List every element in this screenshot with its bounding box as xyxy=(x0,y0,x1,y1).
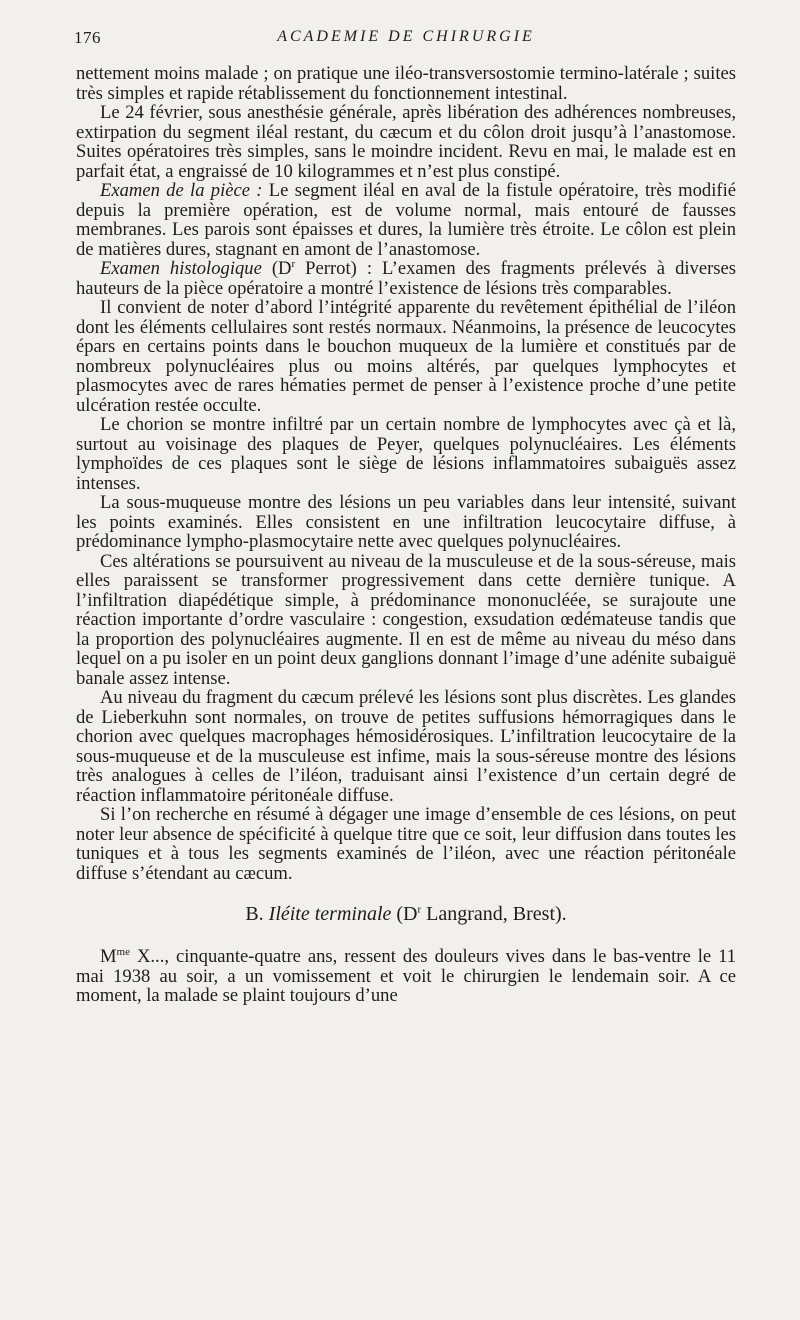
page-header xyxy=(76,28,736,50)
paragraph-text: Le chorion se montre infiltré par un certain nombre de lymphocytes avec çà et là, surtout au voisinage des plaques de Peyer, quelques polynucléaires. Les éléments lymphoïdes de ces plaques sont le siège de lésions inflammatoires subaiguës assez intenses. xyxy=(76,414,736,494)
superscript: me xyxy=(116,945,130,958)
paragraph-text: Au niveau du fragment du cæcum prélevé les lésions sont plus discrètes. Les glandes de Lieberkuhn sont normales, on trouve de petites suffusions hémorragiques dans le chorion avec quelques macrophages hémosidérosiques. L’infiltration leucocytaire de la sous-muqueuse et de la musculeuse est infime, mais la sous-séreuse montre des lésions très analogues à celles de l’iléon, traduisant ainsi l’existence d’un certain degré de réaction inflammatoire péritonéale diffuse. xyxy=(76,687,736,806)
paragraph xyxy=(76,103,736,181)
paragraph-text: Il convient de noter d’abord l’intégrité apparente du revêtement épithélial de l’iléon dont les éléments cellulaires sont restés normaux. Néanmoins, la présence de leucocytes épars en certains points dans le bouchon muqueux de la lumière et constitués par de nombreux polynucléaires plus ou moins altérés, par quelques lymphocytes et plasmocytes avec de rares hématies permet de penser à l’existence proche d’une petite ulcération restée occulte. xyxy=(76,297,736,416)
paragraph xyxy=(76,493,736,552)
paragraph-lead: Examen histologique xyxy=(100,258,262,279)
paragraph-text: (D xyxy=(261,258,292,279)
superscript: r xyxy=(417,903,422,916)
body-text xyxy=(76,64,736,1006)
paragraph xyxy=(76,298,736,415)
paragraph xyxy=(76,259,736,298)
paragraph-text: Ces altérations se poursuivent au niveau de la musculeuse et de la sous-séreuse, mais elles paraissent se transformer progressivement dans cette dernière tunique. A l’infiltration diapédétique simple, à prédominance mononucléée, se surajoute une réaction importante d’ordre vasculaire : congestion, exsudation œdémateuse tandis que la proportion des polynucléaires augmente. Il en est de même au niveau du méso dans lequel on a pu isoler en un point deux ganglions donnant l’image d’une adénite subaiguë banale assez intense. xyxy=(76,550,736,689)
paragraph xyxy=(76,552,736,689)
page-number: 176 xyxy=(74,28,101,47)
section-prefix: B. xyxy=(245,903,269,925)
section-author: Langrand, Brest). xyxy=(421,903,567,925)
paragraph xyxy=(76,64,736,103)
section-heading xyxy=(76,903,736,925)
section-author: (D xyxy=(391,903,418,925)
paragraph-text: Le 24 février, sous anesthésie générale, après libération des adhérences nombreuses, extirpation du segment iléal restant, du cæcum et du côlon droit jusqu’à l’anastomose. Suites opératoires très simples, sans le moindre incident. Revu en mai, le malade est en parfait état, a engraissé de 10 kilogrammes et n’est plus constipé. xyxy=(76,102,736,182)
paragraph-text: nettement moins malade ; on pratique une iléo-transversostomie termino-latérale ; suites très simples et rapide rétablissement du fonctionnement intestinal. xyxy=(76,63,736,104)
paragraph xyxy=(76,181,736,259)
paragraph-lead: M xyxy=(100,946,117,967)
paragraph-text: X..., cinquante-quatre ans, ressent des douleurs vives dans le bas-ventre le 11 mai 1938 au soir, a un vomissement et voit le chirurgien le lendemain soir. A ce moment, la malade se plaint toujours d’une xyxy=(76,946,736,1006)
document-page xyxy=(76,28,736,1006)
paragraph-text: La sous-muqueuse montre des lésions un peu variables dans leur intensité, suivant les points examinés. Elles consistent en une infiltration leucocytaire diffuse, à prédominance lympho-plasmocytaire nette avec quelques polynucléaires. xyxy=(76,492,736,552)
paragraph-text: Si l’on recherche en résumé à dégager une image d’ensemble de ces lésions, on peut noter leur absence de spécificité à quelque titre que ce soit, leur diffusion dans toutes les tuniques et à tous les segments examinés de l’iléon, avec une réaction péritonéale diffuse s’étendant au cæcum. xyxy=(76,804,736,884)
paragraph-text: Perrot) : L’examen des fragments prélevés à diverses hauteurs de la pièce opératoire a montré l’existence de lésions très comparables. xyxy=(76,258,736,299)
superscript: r xyxy=(291,257,296,270)
running-title: ACADEMIE DE CHIRURGIE xyxy=(277,28,535,45)
paragraph xyxy=(76,688,736,805)
section-title: Iléite terminale xyxy=(268,903,392,925)
paragraph-lead: Examen de la pièce : xyxy=(100,180,263,201)
paragraph xyxy=(76,415,736,493)
paragraph xyxy=(76,805,736,883)
paragraph xyxy=(76,947,736,1006)
paragraph-text: Le segment iléal en aval de la fistule opératoire, très modifié depuis la première opération, est de volume normal, mais entouré de fausses membranes. Les parois sont épaisses et dures, la lumière très étroite. Le côlon est plein de matières dures, stagnant en amont de l’anastomose. xyxy=(76,180,736,260)
